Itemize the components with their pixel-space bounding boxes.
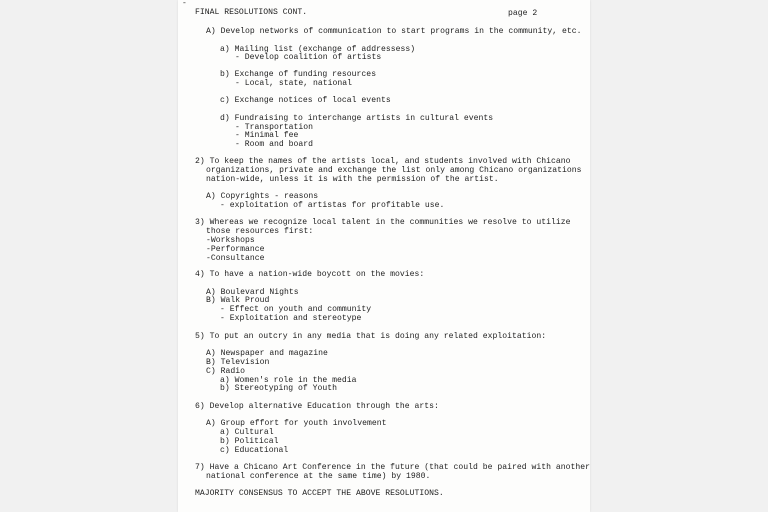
resolution-5-item-c-sub-a: a) Women's role in the media xyxy=(220,376,357,385)
resolution-5-item-b: B) Television xyxy=(206,358,270,367)
resolution-5-item-c: C) Radio xyxy=(206,367,246,376)
resolution-3-item-3: -Consultance xyxy=(206,254,265,263)
resolution-4-item-b: B) Walk Proud xyxy=(206,296,270,305)
resolution-5-item-a: A) Newspaper and magazine xyxy=(206,349,328,358)
resolution-6-line-1: 6) Develop alternative Education through the arts: xyxy=(195,402,439,411)
resolution-3-item-2: -Performance xyxy=(206,245,265,254)
closing-statement: MAJORITY CONSENSUS TO ACCEPT THE ABOVE RESOLUTIONS. xyxy=(195,489,444,498)
resolution-7-line-2: national conference at the same time) by 1980. xyxy=(206,472,431,481)
resolution-3-line-1: 3) Whereas we recognize local talent in the communities we resolve to utilize xyxy=(195,218,571,227)
resolution-1-item-d-sub-1: - Transportation xyxy=(235,123,314,132)
resolution-1-heading: A) Develop networks of communication to start programs in the community, etc. xyxy=(206,27,582,36)
page-number: page 2 xyxy=(508,9,538,18)
resolution-4-line-1: 4) To have a nation-wide boycott on the movies: xyxy=(195,270,425,279)
resolution-2-line-1: 2) To keep the names of the artists local, and students involved with Chicano xyxy=(195,157,571,166)
resolution-1-item-a: a) Mailing list (exchange of addressess) xyxy=(220,45,416,54)
resolution-1-item-d-sub-3: - Room and board xyxy=(235,140,314,149)
resolution-1-item-b: b) Exchange of funding resources xyxy=(220,70,377,79)
resolution-7-line-1: 7) Have a Chicano Art Conference in the future (that could be paired with another xyxy=(195,463,591,472)
resolution-2-item-a-sub: - exploitation of artistas for profitable use. xyxy=(220,201,445,210)
resolution-6-item-a-sub-c: c) Educational xyxy=(220,446,289,455)
corner-mark: - xyxy=(182,0,187,8)
resolution-2-item-a: A) Copyrights - reasons xyxy=(206,192,319,201)
resolution-2-line-2: organizations, private and exchange the list only among Chicano organizations xyxy=(206,166,582,175)
page-heading: FINAL RESOLUTIONS CONT. xyxy=(195,8,308,17)
resolution-6-item-a-sub-a: a) Cultural xyxy=(220,428,274,437)
resolution-4-item-b-sub-2: - Exploitation and stereotype xyxy=(220,314,362,323)
resolution-3-line-2: those resources first: xyxy=(206,227,314,236)
resolution-4-item-a: A) Boulevard Nights xyxy=(206,288,299,297)
resolution-1-item-c: c) Exchange notices of local events xyxy=(220,96,391,105)
resolution-1-item-d: d) Fundraising to interchange artists in cultural events xyxy=(220,114,494,123)
resolution-3-item-1: -Workshops xyxy=(206,236,255,245)
resolution-1-item-b-sub: - Local, state, national xyxy=(235,79,353,88)
resolution-5-item-c-sub-b: b) Stereotyping of Youth xyxy=(220,384,338,393)
resolution-1-item-d-sub-2: - Minimal fee xyxy=(235,131,299,140)
resolution-1-item-a-sub: - Develop coalition of artists xyxy=(235,53,382,62)
resolution-6-item-a-sub-b: b) Political xyxy=(220,437,279,446)
resolution-4-item-b-sub-1: - Effect on youth and community xyxy=(220,305,372,314)
resolution-6-item-a: A) Group effort for youth involvement xyxy=(206,419,387,428)
resolution-5-line-1: 5) To put an outcry in any media that is doing any related exploitation: xyxy=(195,332,547,341)
resolution-2-line-3: nation-wide, unless it is with the permission of the artist. xyxy=(206,175,499,184)
